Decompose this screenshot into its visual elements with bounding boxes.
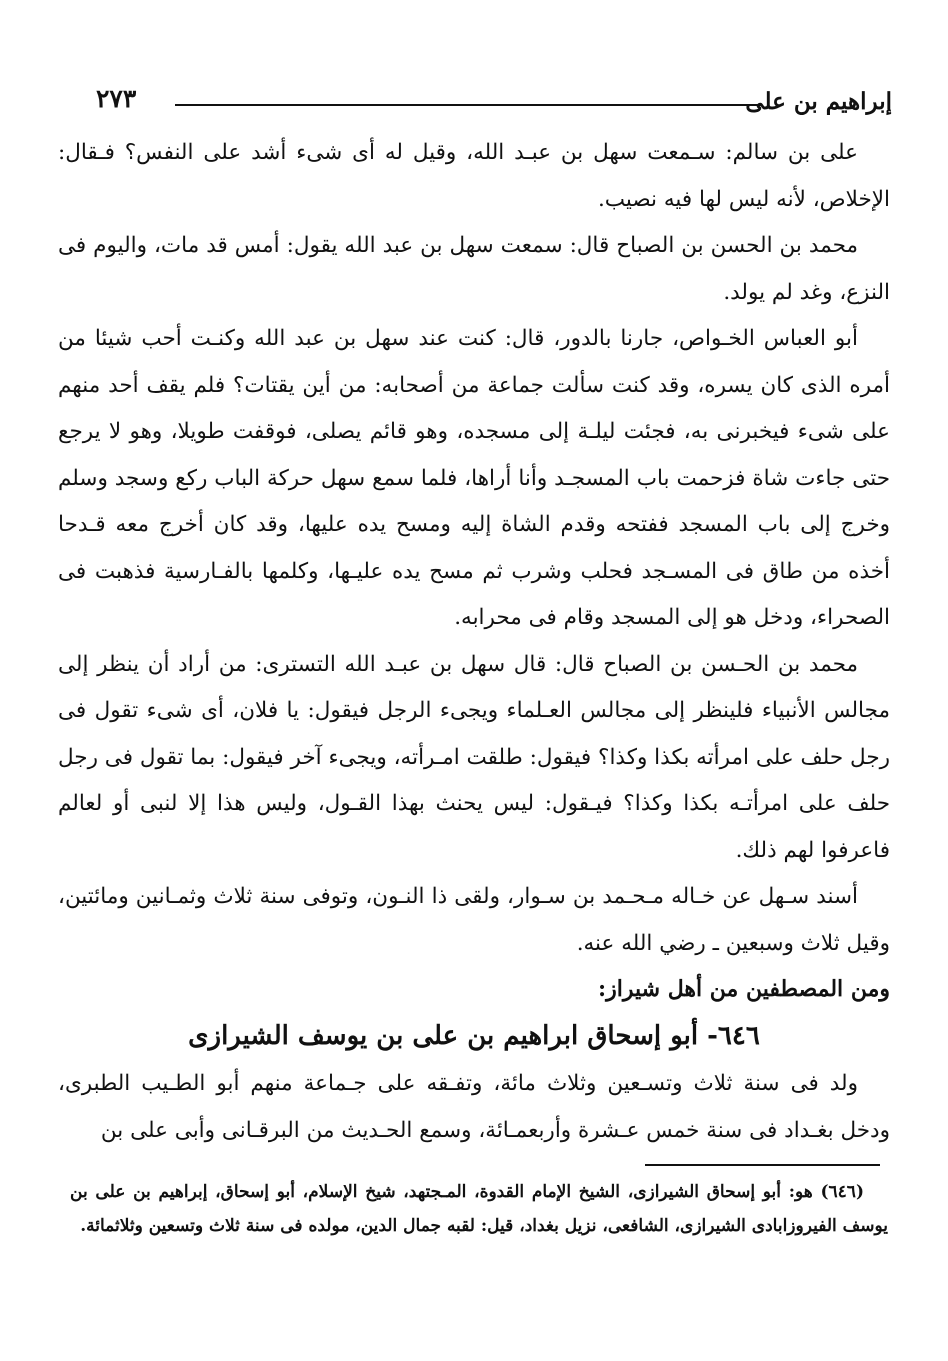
footnote-rule: [645, 1164, 880, 1166]
page-number: ٢٧٣: [96, 84, 137, 113]
paragraph: محمد بن الحسن بن الصباح قال: سمعت سهل بن عبد الله يقول: أمس قد مات، واليوم فى النزع، وغد لم يولد.: [58, 233, 890, 305]
body-text: [58, 130, 890, 1154]
footnote-text: (٦٤٦) هو: أبو إسحاق الشيرازى، الشيخ الإمام القدوة، المـجتهد، شيخ الإسلام، أبو إسحاق، إبراهيم بن على بن يوسف الفيروزابادى الشيرازى، الشافعى، نزيل بغداد، قيل: لقبه جمال الدين، مولده فى سنة ثلاث وتسعين وثلاثمائة.: [70, 1182, 888, 1236]
entry-paragraph: ولد فى سنة ثلاث وتسـعين وثلاث مائة، وتفـقه على جـماعة منهم أبو الطـيب الطبرى، ودخل بغـداد فى سنة خمس عـشرة وأربعمـائة، وسمع الحـديث من البرقـانى وأبى على بن: [58, 1071, 890, 1143]
running-title: إبراهيم بن على: [745, 88, 892, 115]
entry-title: ٦٤٦- أبو إسحاق ابراهيم بن على بن يوسف الشيرازى: [188, 1021, 760, 1051]
paragraph: محمد بن الحـسن بن الصباح قال: قال سهل بن عبـد الله التسترى: من أراد أن ينظر إلى مجالس الأنبياء فلينظر إلى مجالس العـلماء ويجىء الرجل فيقول: يا فلان، أى شىء تقول فى رجل حلف على امرأته بكذا وكذا؟ فيقول: طلقت امـرأته، ويجىء آخر فيقول: بما تقول فى رجل حلف على امرأتـه بكذا وكذا؟ فيـقول: ليس يحنث بهذا القـول، وليس هذا إلا لنبى أو لعالم فاعرفوا لهم ذلك.: [58, 651, 890, 863]
footnote: [70, 1175, 888, 1243]
paragraph: أبو العباس الخـواص، جارنا بالدور، قال: كنت عند سهل بن عبد الله وكنـت أحب شيئا من أمره الذى كان يسره، وقد كنت سألت جماعة من أصحابه: من أين يقتات؟ فلم يقف أحد منهم على شىء فيخبرنى به، فجئت ليلـة إلى مسجده، وهو قائم يصلى، فوقفت طويلا، وهو لا يرجع حتى جاءت شاة فزحمت باب المسجـد وأنا أراها، فلما سمع سهل حركة الباب ركع وسجد وسلم وخرج إلى باب المسجد ففتحه وقدم الشاة إليه ومسح يده عليها، وقد كان أخرج معه قـدحا أخذه من طاق فى المسـجد فحلب وشرب ثم مسح يده عليـها، وكلمها بالفـارسية فذهبت فى الصحراء، ودخل هو إلى المسجد وقام فى محرابه.: [58, 326, 890, 630]
header-rule: [175, 104, 762, 106]
page-header: [80, 82, 892, 122]
paragraph: أسند سـهل عن خـاله مـحـمد بن سـوار، ولقى ذا النـون، وتوفى سنة ثلاث وثمـانين ومائتين، وقيل ثلاث وسبعين ـ رضي الله عنه.: [58, 884, 890, 956]
section-heading: ومن المصطفين من أهل شيراز:: [598, 976, 890, 1002]
paragraph: على بن سالم: سـمعت سهل بن عبـد الله، وقيل له أى شىء أشد على النفس؟ فـقال: الإخلاص، لأنه ليس لها فيه نصيب.: [58, 140, 890, 212]
